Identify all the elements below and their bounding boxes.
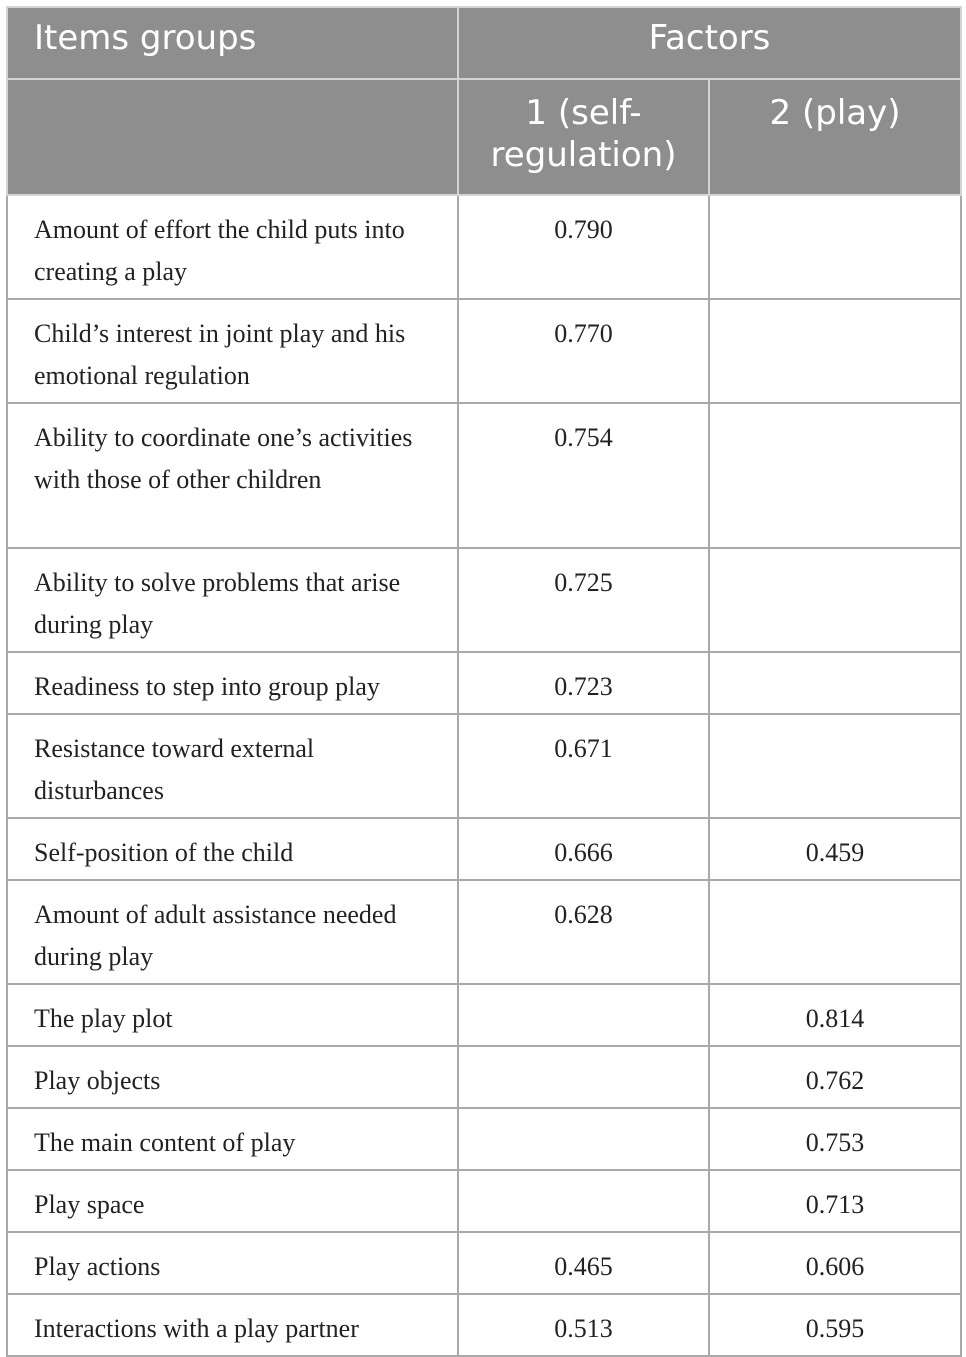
factor-1-cell bbox=[458, 1170, 709, 1232]
table-row bbox=[7, 818, 961, 880]
factor-2-cell: 0.762 bbox=[709, 1046, 961, 1108]
factor-2-cell bbox=[709, 195, 961, 299]
factor-1-cell: 0.725 bbox=[458, 548, 709, 652]
factor-1-cell: 0.666 bbox=[458, 818, 709, 880]
table-row bbox=[7, 714, 961, 818]
item-cell: Ability to solve problems that arise during play bbox=[7, 548, 458, 652]
table-body bbox=[7, 195, 961, 1356]
table-row bbox=[7, 1232, 961, 1294]
factor-2-cell: 0.753 bbox=[709, 1108, 961, 1170]
col-header-empty bbox=[7, 79, 458, 195]
col-header-factor-1: 1 (self-regulation) bbox=[458, 79, 709, 195]
factor-2-cell bbox=[709, 714, 961, 818]
table-row bbox=[7, 195, 961, 299]
item-cell: Play actions bbox=[7, 1232, 458, 1294]
factor-1-cell: 0.628 bbox=[458, 880, 709, 984]
item-cell: Readiness to step into group play bbox=[7, 652, 458, 714]
factor-2-cell: 0.595 bbox=[709, 1294, 961, 1356]
header-row-2 bbox=[7, 79, 961, 195]
item-cell: Play objects bbox=[7, 1046, 458, 1108]
item-cell: Play space bbox=[7, 1170, 458, 1232]
factor-1-cell: 0.465 bbox=[458, 1232, 709, 1294]
item-cell: The main content of play bbox=[7, 1108, 458, 1170]
factor-1-cell bbox=[458, 1108, 709, 1170]
table-row bbox=[7, 1108, 961, 1170]
factor-1-cell bbox=[458, 984, 709, 1046]
table-row bbox=[7, 652, 961, 714]
table-row bbox=[7, 299, 961, 403]
header-row-1 bbox=[7, 7, 961, 79]
table-row bbox=[7, 403, 961, 548]
item-cell: Interactions with a play partner bbox=[7, 1294, 458, 1356]
factor-2-cell bbox=[709, 403, 961, 548]
item-cell: Ability to coordinate one’s activities with those of other children bbox=[7, 403, 458, 548]
table-row bbox=[7, 1046, 961, 1108]
factor-1-cell: 0.723 bbox=[458, 652, 709, 714]
factor-2-cell: 0.713 bbox=[709, 1170, 961, 1232]
factor-2-cell bbox=[709, 880, 961, 984]
item-cell: Resistance toward external disturbances bbox=[7, 714, 458, 818]
table-row bbox=[7, 1170, 961, 1232]
col-header-factors: Factors bbox=[458, 7, 961, 79]
factor-2-cell bbox=[709, 299, 961, 403]
factor-1-cell: 0.790 bbox=[458, 195, 709, 299]
factor-2-cell: 0.606 bbox=[709, 1232, 961, 1294]
table-row bbox=[7, 1294, 961, 1356]
item-cell: Self-position of the child bbox=[7, 818, 458, 880]
factor-1-cell bbox=[458, 1046, 709, 1108]
col-header-factor-2: 2 (play) bbox=[709, 79, 961, 195]
item-cell: Amount of effort the child puts into creating a play bbox=[7, 195, 458, 299]
col-header-items-groups: Items groups bbox=[7, 7, 458, 79]
table-row bbox=[7, 548, 961, 652]
factor-1-cell: 0.671 bbox=[458, 714, 709, 818]
factor-2-cell bbox=[709, 548, 961, 652]
item-cell: The play plot bbox=[7, 984, 458, 1046]
factor-1-cell: 0.770 bbox=[458, 299, 709, 403]
item-cell: Child’s interest in joint play and his emotional regulation bbox=[7, 299, 458, 403]
factor-2-cell: 0.814 bbox=[709, 984, 961, 1046]
factor-2-cell bbox=[709, 652, 961, 714]
factor-loadings-table bbox=[6, 6, 962, 1357]
item-cell: Amount of adult assistance needed during play bbox=[7, 880, 458, 984]
factor-1-cell: 0.513 bbox=[458, 1294, 709, 1356]
table-row bbox=[7, 984, 961, 1046]
table-row bbox=[7, 880, 961, 984]
factor-2-cell: 0.459 bbox=[709, 818, 961, 880]
factor-1-cell: 0.754 bbox=[458, 403, 709, 548]
